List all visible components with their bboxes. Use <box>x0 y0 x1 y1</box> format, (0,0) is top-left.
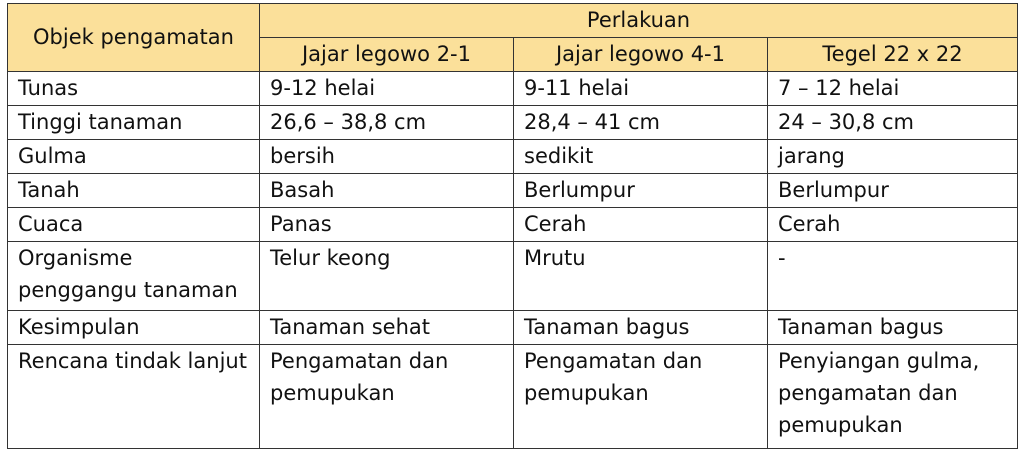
row-label: Tunas <box>8 72 260 106</box>
table-cell: 9-12 helai <box>260 72 514 106</box>
table-cell: Berlumpur <box>514 174 768 208</box>
header-row-1 <box>8 4 1018 38</box>
table-cell: Berlumpur <box>768 174 1018 208</box>
table-cell: jarang <box>768 140 1018 174</box>
header-treatment-1: Jajar legowo 2-1 <box>260 38 514 72</box>
row-label: Kesimpulan <box>8 311 260 345</box>
header-objek-pengamatan: Objek pengamatan <box>8 4 260 72</box>
table-cell: Cerah <box>514 208 768 242</box>
header-treatment-3: Tegel 22 x 22 <box>768 38 1018 72</box>
table-cell: Telur keong <box>260 242 514 311</box>
header-perlakuan: Perlakuan <box>260 4 1018 38</box>
table-cell: 9-11 helai <box>514 72 768 106</box>
table-row-tanah <box>8 174 1018 208</box>
table-cell: 26,6 – 38,8 cm <box>260 106 514 140</box>
table-cell: Tanaman bagus <box>514 311 768 345</box>
table-row-kesimpulan <box>8 311 1018 345</box>
row-label: Tanah <box>8 174 260 208</box>
table-row-cuaca <box>8 208 1018 242</box>
table-cell: - <box>768 242 1018 311</box>
table-row-tunas <box>8 72 1018 106</box>
table-row-rencana <box>8 345 1018 449</box>
table-cell: Pengamatan dan pemupukan <box>514 345 768 449</box>
table-cell: Cerah <box>768 208 1018 242</box>
table-cell: Mrutu <box>514 242 768 311</box>
table-cell: Panas <box>260 208 514 242</box>
table-row-tinggi-tanaman <box>8 106 1018 140</box>
row-label: Tinggi tanaman <box>8 106 260 140</box>
table-cell: 24 – 30,8 cm <box>768 106 1018 140</box>
observation-table <box>7 3 1018 449</box>
table-cell: Tanaman sehat <box>260 311 514 345</box>
header-treatment-2: Jajar legowo 4-1 <box>514 38 768 72</box>
table-cell: Basah <box>260 174 514 208</box>
table-row-gulma <box>8 140 1018 174</box>
row-label: Gulma <box>8 140 260 174</box>
table-cell: bersih <box>260 140 514 174</box>
row-label: Cuaca <box>8 208 260 242</box>
row-label: Organisme penggangu tanaman <box>8 242 260 311</box>
table-cell: sedikit <box>514 140 768 174</box>
observation-table-wrapper <box>7 3 1018 449</box>
table-cell: Penyiangan gulma, pengamatan dan pemupukan <box>768 345 1018 449</box>
table-cell: 7 – 12 helai <box>768 72 1018 106</box>
table-cell: Tanaman bagus <box>768 311 1018 345</box>
table-row-organisme <box>8 242 1018 311</box>
row-label: Rencana tindak lanjut <box>8 345 260 449</box>
table-cell: 28,4 – 41 cm <box>514 106 768 140</box>
table-cell: Pengamatan dan pemupukan <box>260 345 514 449</box>
